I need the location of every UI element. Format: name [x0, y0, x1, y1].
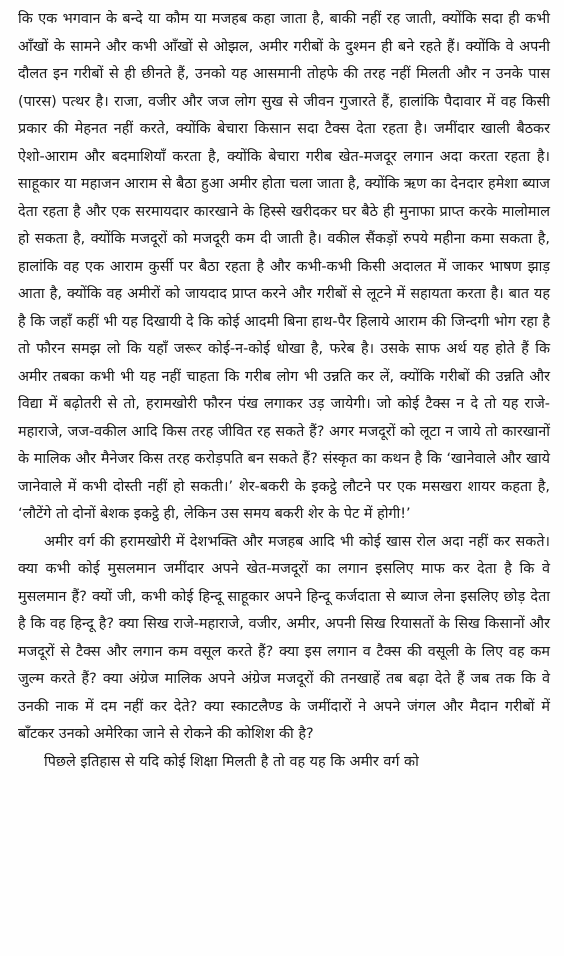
- paragraph-3: पिछले इतिहास से यदि कोई शिक्षा मिलती है तो वह यह कि अमीर वर्ग को: [44, 753, 419, 770]
- paragraph-1: कि एक भगवान के बन्दे या कौम या मजहब कहा जाता है, बाकी नहीं रह जाती, क्योंकि सदा ही कभी आँखों के सामने और कभी आँखों से ओझल, अमीर गरीबों के दुश्मन ही बने रहते हैं। क्योंकि वे अपनी दौलत इन गरीबों से ही छीनते हैं, उनको यह आसमानी तोहफे की तरह नहीं मिलती और न उनके पास (पारस) पत्थर है। राजा, वजीर और जज लोग सुख से जीवन गुजारते हैं, हालांकि पैदावार में वह किसी प्रकार की मेहनत नहीं करते, क्योंकि बेचारा किसान सदा टैक्स देता रहता है। जमींदार खाली बैठकर ऐशो-आराम और बदमाशियाँ करता है, क्योंकि बेचारा गरीब खेत-मजदूर लगान अदा करता रहता है। साहूकार या महाजन आराम से बैठा हुआ अमीर होता चला जाता है, क्योंकि ऋण का देनदार हमेशा ब्याज देता रहता है और एक सरमायदार कारखाने के हिस्से खरीदकर घर बैठे ही मुनाफा प्राप्त करके मालोमाल हो सकता है, क्योंकि मजदूरों को मजदूरी कम दी जाती है। वकील सैंकड़ों रुपये महीना कमा सकता है, हालांकि वह एक आराम कुर्सी पर बैठा रहता है और कभी-कभी किसी अदालत में जाकर भाषण झाड़ आता है, क्योंकि वह अमीरों को जायदाद प्राप्त करने और गरीबों से लूटने में सहायता करता है। बात यह है कि जहाँ कहीं भी यह दिखायी दे कि कोई आदमी बिना हाथ-पैर हिलाये आराम की जिन्दगी भोग रहा है तो फौरन समझ लो कि यहाँ जरूर कोई-न-कोई धोखा है, फरेब है। उसके साफ अर्थ यह होते हैं कि अमीर तबका कभी भी यह नहीं चाहता कि गरीब लोग भी उन्नति कर लें, क्योंकि गरीबों की उन्नति और विद्या में बढ़ोतरी से तो, हरामखोरी फौरन पंख लगाकर उड़ जायेगी। जो कोई टैक्स न दे तो यह राजे-महाराजे, जज-वकील आदि किस तरह जीवित रह सकते हैं? अगर मजदूरों को लूटा न जाये तो कारखानों के मालिक और मैनेजर किस तरह करोड़पति बन सकते हैं? संस्कृत का कथन है कि ‘खानेवाले और खाये जानेवाले में कभी दोस्ती नहीं हो सकती।’ शेर-बकरी के इकट्ठे लौटने पर एक मसखरा शायर कहता है, ‘लौटेंगे तो दोनों बेशक इकट्ठे ही, लेकिन उस समय बकरी शेर के पेट में होगी!’: [18, 11, 550, 522]
- paragraph-2: अमीर वर्ग की हरामखोरी में देशभक्ति और मजहब आदि भी कोई खास रोल अदा नहीं कर सकते। क्या कभी कोई मुसलमान जमींदार अपने खेत-मजदूरों का लगान इसलिए माफ कर देता है कि वे मुसलमान हैं? क्यों जी, कभी कोई हिन्दू साहूकार अपने हिन्दू कर्जदाता से ब्याज लेना इसलिए छोड़ देता है कि वह हिन्दू है? क्या सिख राजे-महाराजे, वजीर, अमीर, अपनी सिख रियासतों के सिख किसानों और मजदूरों से टैक्स और लगान कम वसूल करते हैं? क्या इस लगान व टैक्स की वसूली के लिए वह कम जुल्म करते हैं? क्या अंग्रेज मालिक अपने अंग्रेज मजदूरों की तनखाहें तब बढ़ा देते हैं जब तक कि वे उनकी नाक में दम नहीं कर देते? क्या स्काटलैण्ड के जमींदारों ने अपने जंगल और मैदान गरीबों में बाँटकर उनको अमेरिका जाने से रोकने की कोशिश की है?: [18, 533, 550, 742]
- body-text: [18, 6, 550, 776]
